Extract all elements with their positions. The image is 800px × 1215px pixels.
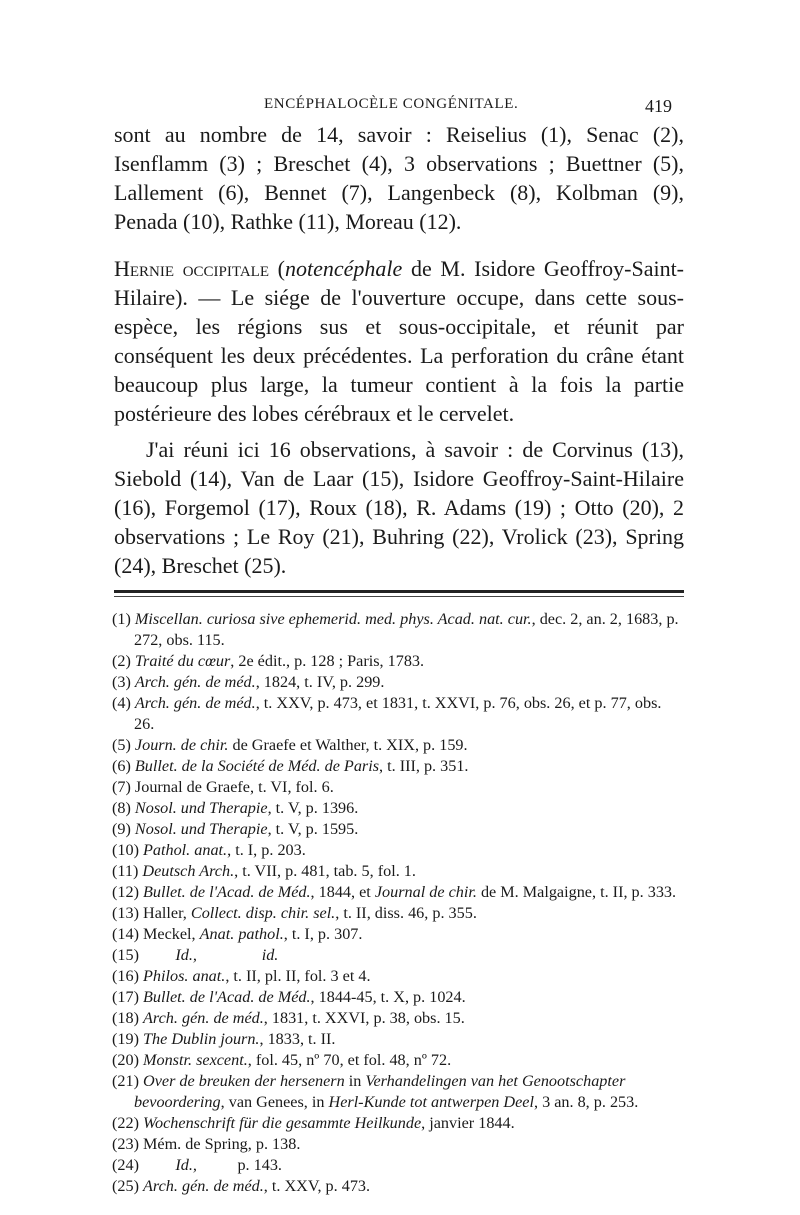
- footnote-number: (17): [112, 988, 144, 1006]
- footnote-text: de M. Malgaigne, t. II, p. 333.: [476, 883, 677, 901]
- footnote: [114, 987, 684, 1008]
- footnote-text: Herl-Kunde tot antwerpen Deel: [328, 1093, 534, 1111]
- footnote-text: Journal de Graefe, t. VI, fol. 6.: [134, 778, 334, 796]
- footnote-text: , t. VII, p. 481, tab. 5, fol. 1.: [234, 862, 416, 880]
- footnote-number: (19): [112, 1030, 144, 1048]
- footnote-text: in: [344, 1072, 366, 1090]
- footnote-number: (14): [112, 925, 144, 943]
- main-text: [114, 120, 684, 580]
- footnote: [114, 861, 684, 882]
- term-notencephale: notencéphale: [285, 256, 403, 281]
- footnote-text: Deutsch Arch.: [142, 862, 235, 880]
- footnote-text: Haller,: [143, 904, 191, 922]
- footnote: [114, 735, 684, 756]
- footnote-number: (25): [112, 1177, 144, 1195]
- footnote-text: Philos. anat.: [143, 967, 226, 985]
- section-heading: Hernie occipitale: [114, 256, 270, 281]
- footnote: [114, 945, 684, 966]
- footnote: [114, 651, 684, 672]
- footnote: [114, 903, 684, 924]
- footnote-text: Verhandelingen van het Genootschapter bevoordering: [134, 1072, 626, 1111]
- footnote-text: Pathol. anat.: [143, 841, 228, 859]
- footnote: [114, 1134, 684, 1155]
- footnote-text: , t. I, p. 307.: [283, 925, 363, 943]
- footnote-text: , t. XXV, p. 473, et 1831, t. XXVI, p. 76, obs. 26, et p. 77, obs. 26.: [134, 694, 662, 733]
- footnote-text: , t. I, p. 203.: [227, 841, 306, 859]
- footnote-text: , 1844, et: [310, 883, 375, 901]
- footnote-text: Bullet. de la Société de Méd. de Paris: [134, 757, 380, 775]
- footnote-number: (24): [112, 1156, 144, 1174]
- footnote-text: Arch. gén. de méd.: [143, 1009, 264, 1027]
- footnote: [114, 882, 684, 903]
- footnote-text: , dec. 2, an. 2, 1683, p. 272, obs. 115.: [134, 610, 679, 649]
- footnote-text: , janvier 1844.: [421, 1114, 515, 1132]
- footnote-number: (13): [112, 904, 144, 922]
- footnote-text: , 1824, t. IV, p. 299.: [255, 673, 385, 691]
- footnote-rule-thin: [114, 596, 684, 597]
- footnote-text: Mém. de Spring, p. 138.: [143, 1135, 301, 1153]
- footnote-text: Journal de chir.: [374, 883, 477, 901]
- footnote: [114, 1155, 684, 1176]
- footnote-text: , t. III, p. 351.: [379, 757, 469, 775]
- footnote-text: , van Genees, in: [220, 1093, 329, 1111]
- footnote-number: (4): [112, 694, 135, 712]
- footnote-text: Arch. gén. de méd.: [134, 694, 256, 712]
- footnote-text: , 2e édit., p. 128 ; Paris, 1783.: [230, 652, 425, 670]
- footnote-number: (1): [112, 610, 135, 628]
- book-page: [114, 96, 684, 1197]
- footnote: [114, 840, 684, 861]
- footnote-text: Arch. gén. de méd.: [134, 673, 256, 691]
- footnote: [114, 777, 684, 798]
- footnote: [114, 924, 684, 945]
- footnote: [114, 966, 684, 987]
- footnote-text: The Dublin journ.: [143, 1030, 260, 1048]
- footnote-text: , t. V, p. 1595.: [267, 820, 359, 838]
- footnote-text: Miscellan. curiosa sive ephemerid. med. phys. Acad. nat. cur.: [134, 610, 532, 628]
- footnote-rule: [114, 590, 684, 593]
- footnote-text: Arch. gén. de méd.: [143, 1177, 264, 1195]
- footnote: [114, 1071, 684, 1113]
- footnote-text: Bullet. de l'Acad. de Méd.: [143, 883, 311, 901]
- footnote: [114, 819, 684, 840]
- footnote-text: , 3 an. 8, p. 253.: [533, 1093, 639, 1111]
- footnote: [114, 693, 684, 735]
- footnote: [114, 609, 684, 651]
- footnote-number: (18): [112, 1009, 144, 1027]
- footnote-number: (5): [112, 736, 135, 754]
- footnote-number: (8): [112, 799, 135, 817]
- footnote-number: (3): [112, 673, 135, 691]
- footnote-text: Monstr. sexcent.: [143, 1051, 248, 1069]
- footnote-text: Nosol. und Therapie: [134, 799, 268, 817]
- footnote-text: , t. V, p. 1396.: [267, 799, 359, 817]
- footnote-number: (12): [112, 883, 144, 901]
- footnote-text: Bullet. de l'Acad. de Méd.: [143, 988, 311, 1006]
- footnote-number: (10): [112, 841, 144, 859]
- footnote: [114, 756, 684, 777]
- footnote-text: , t. XXV, p. 473.: [263, 1177, 371, 1195]
- footnote-number: (21): [112, 1072, 144, 1090]
- footnote-number: (22): [112, 1114, 144, 1132]
- footnote-text: de Graefe et Walther, t. XIX, p. 159.: [228, 736, 468, 754]
- footnote-number: (2): [112, 652, 135, 670]
- footnote-text: , 1844-45, t. X, p. 1024.: [310, 988, 466, 1006]
- page-number: 419: [645, 96, 672, 116]
- footnote-text: Over de breuken der hersenern: [143, 1072, 345, 1090]
- footnote: [114, 798, 684, 819]
- running-header: [114, 96, 684, 120]
- footnote-text: p. 143.: [196, 1156, 282, 1174]
- footnote-number: (7): [112, 778, 135, 796]
- paragraph-continued: sont au nombre de 14, savoir : Reiselius (1), Senac (2), Isenflamm (3) ; Breschet (4), 3 observations ; Buettner (5), Lallement (6), Bennet (7), Langenbeck (8), Kolbman (9), Penada (10), Rathke (11), Moreau (12).: [114, 122, 684, 234]
- footnote: [114, 1050, 684, 1071]
- footnote-number: (20): [112, 1051, 144, 1069]
- footnote-number: (15): [112, 946, 144, 964]
- footnote-text: Journ. de chir.: [134, 736, 229, 754]
- footnote-text: Nosol. und Therapie: [134, 820, 268, 838]
- running-title: ENCÉPHALOCÈLE CONGÉNITALE.: [264, 96, 519, 112]
- paragraph-observations: J'ai réuni ici 16 observations, à savoir : de Corvinus (13), Siebold (14), Van de Laar (15), Isidore Geoffroy-Saint-Hilaire (16), Forgemol (17), Roux (18), R. Adams (19) ; Otto (20), 2 observations ; Le Roy (21), Buhring (22), Vrolick (23), Spring (24), Breschet (25).: [114, 437, 684, 578]
- footnote: [114, 1029, 684, 1050]
- paragraph-hernie-occipitale: Hernie occipitale (notencéphale de M. Isidore Geoffroy-Saint-Hilaire). — Le siége de l'ouverture occupe, dans cette sous-espèce, les régions sus et sous-occipitale, et réunit par conséquent les deux précédentes. La perforation du crâne étant beaucoup plus large, la tumeur contient à la fois la partie postérieure des lobes cérébraux et le cervelet.: [114, 256, 685, 426]
- footnote-text: , fol. 45, nº 70, et fol. 48, nº 72.: [247, 1051, 452, 1069]
- footnote: [114, 1008, 684, 1029]
- footnote-number: (11): [112, 862, 143, 880]
- footnote-number: (6): [112, 757, 135, 775]
- footnote-text: Traité du cœur: [134, 652, 231, 670]
- footnotes: [114, 609, 684, 1197]
- footnote-text: Id.,: [143, 1156, 197, 1174]
- footnote-text: , t. II, diss. 46, p. 355.: [335, 904, 477, 922]
- footnote-number: (9): [112, 820, 135, 838]
- footnote: [114, 1113, 684, 1134]
- footnote-text: Anat. pathol.: [199, 925, 284, 943]
- footnote-text: , 1833, t. II.: [259, 1030, 336, 1048]
- footnote-number: (23): [112, 1135, 144, 1153]
- footnote-text: Collect. disp. chir. sel.: [190, 904, 336, 922]
- footnote-text: , 1831, t. XXVI, p. 38, obs. 15.: [263, 1009, 465, 1027]
- footnote-number: (16): [112, 967, 144, 985]
- footnote-text: , t. II, pl. II, fol. 3 et 4.: [225, 967, 371, 985]
- footnote: [114, 1176, 684, 1197]
- footnote-text: Id., id.: [143, 946, 279, 964]
- footnote: [114, 672, 684, 693]
- footnote-text: Meckel,: [143, 925, 200, 943]
- footnote-text: Wochenschrift für die gesammte Heilkunde: [143, 1114, 422, 1132]
